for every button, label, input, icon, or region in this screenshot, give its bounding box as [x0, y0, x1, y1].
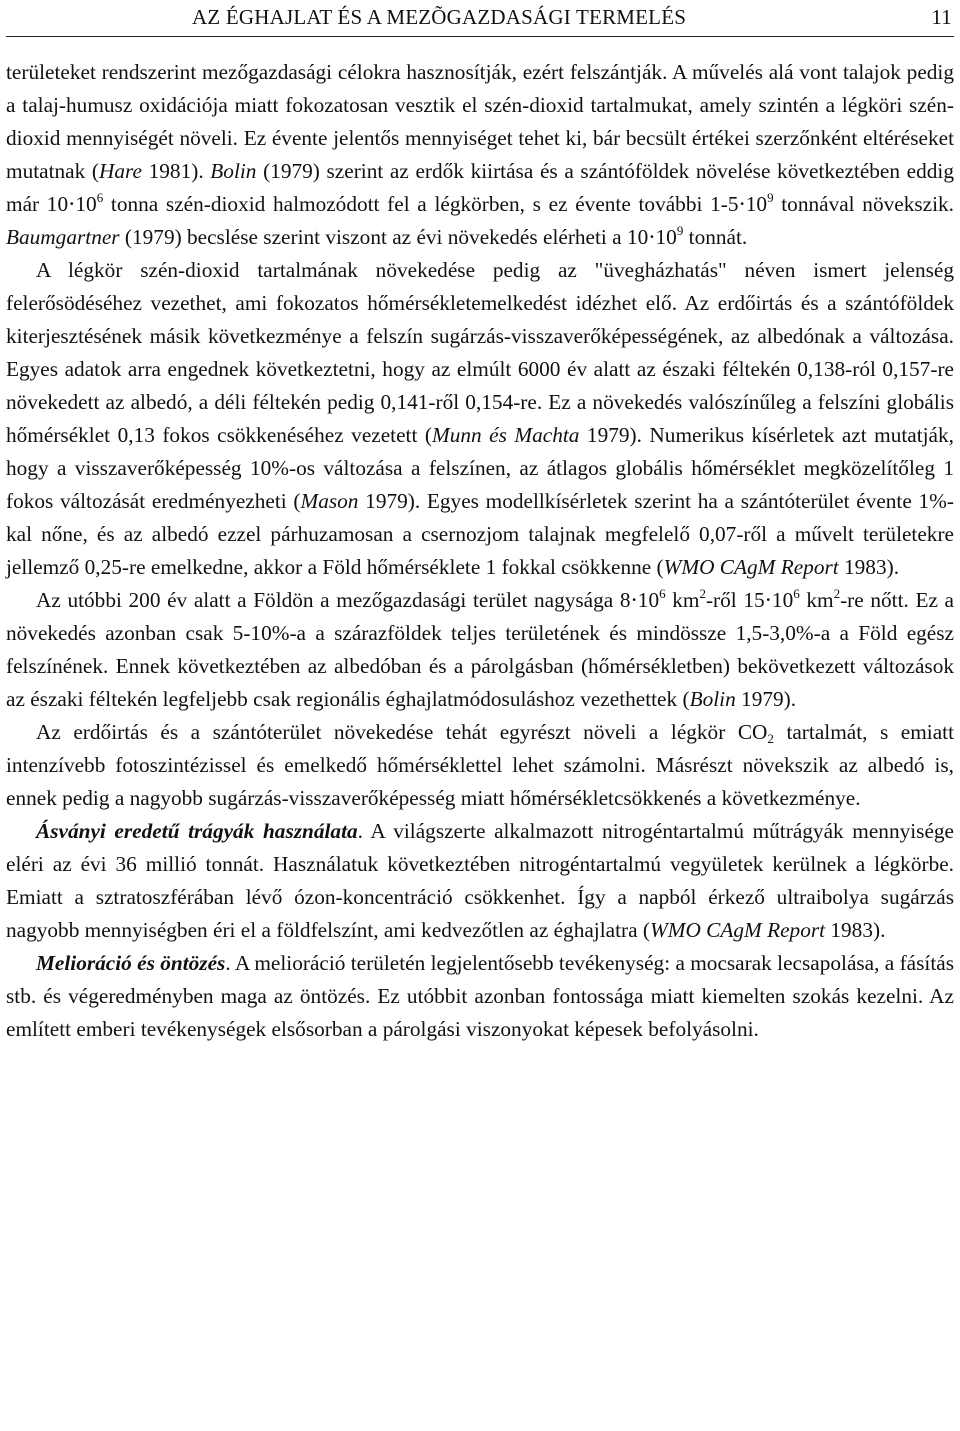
text-run: 1979). Egyes modellkísérletek szerint ha a szántóterület évente 1%-kal nőne, és az albedó ezzel párhuzamosan a csernozjom talajnak megfelelő 0,07-ről a művelt területekre jellemző 0,25-re emelkedne, akkor a Föld hőmérséklete 1 fokkal csökkenne (: [6, 489, 954, 579]
text-run: -ről 15⋅10: [705, 588, 794, 612]
section-run-in-heading: Melioráció és öntözés: [36, 951, 226, 975]
text-run: 1983).: [825, 918, 886, 942]
superscript: 6: [96, 190, 104, 205]
citation-name: Mason: [300, 489, 359, 513]
citation-name: Bolin: [689, 687, 736, 711]
text-run: -re nőtt. Ez a növekedés azonban csak 5-10%-a a szárazföldek teljes területének és mindössze 1,5-3,0%-a a Föld egész felszínének. Ennek következtében az albedóban és a párolgásban (hőmérsékletben) bekövetkezett változások az északi féltekén legfeljebb csak regionális éghajlatmódosuláshoz vezethettek (: [6, 588, 954, 711]
page-number: 11: [931, 5, 952, 29]
text-run: . A melioráció területén legjelentősebb tevékenység: a mocsarak lecsapolása, a fásítás stb. és végeredményben maga az öntözés. Ez utóbbit azonban fontossága miatt kiemelten szokás kezelni. Az említett emberi tevékenységek elsősorban a párolgási viszonyokat képesek befolyásolni.: [6, 951, 954, 1041]
paragraph: [6, 815, 954, 947]
citation-name: Munn és Machta: [431, 423, 580, 447]
text-run: Az utóbbi 200 év alatt a Földön a mezőgazdasági terület nagysága 8⋅10: [36, 588, 660, 612]
text-run: (1979) szerint az erdők kiirtása és a szántóföldek növelése következtében eddig már 10⋅10: [6, 159, 954, 216]
paragraph: [6, 716, 954, 815]
text-run: tartalmát, s emiatt intenzívebb fotoszintézissel és emelkedő hőmérséklettel lehet számolni. Másrészt növekszik az albedó is, ennek pedig a nagyobb sugárzás-visszaverőképesség miatt hőmérsékletcsökkenés a következménye.: [6, 720, 954, 810]
superscript: 6: [659, 586, 666, 601]
text-run: 1981).: [141, 159, 211, 183]
superscript: 6: [793, 586, 800, 601]
section-run-in-heading: Ásványi eredetű trágyák használata: [36, 819, 358, 843]
citation-name: Bolin: [210, 159, 257, 183]
superscript: 2: [699, 586, 706, 601]
paragraph: [6, 947, 954, 1046]
text-run: 1979).: [735, 687, 797, 711]
citation-name: Baumgartner: [6, 225, 120, 249]
text-run: 1979). Numerikus kísérletek azt mutatják, hogy a visszaverőképesség 10%-os változása a felszínen, az átlagos globális hőmérséklet megközelítőleg 1 fokos változását eredményezheti (: [6, 423, 954, 513]
paragraph: [6, 56, 954, 254]
text-run: 1983).: [838, 555, 900, 579]
text-run: Az erdőirtás és a szántóterület növekedése tehát egyrészt növeli a légkör CO: [36, 720, 768, 744]
paragraph: [6, 254, 954, 584]
text-run: A légkör szén-dioxid tartalmának növekedése pedig az "üvegházhatás" néven ismert jelenség felerősödéséhez vezethet, ami fokozatos hőmérsékletemelkedést idézhet elő. Az erdőirtás és a szántóföldek kiterjesztésének másik következménye a felszín sugárzás-visszaverőképességének, az albedónak a változása. Egyes adatok arra engednek következtetni, hogy az elmúlt 6000 év alatt az északi féltekén 0,138-ról 0,157-re növekedett az albedó, a déli féltekén pedig 0,141-ről 0,154-re. Ez a növekedés valószínűleg a felszíni globális hőmérséklet 0,13 fokos csökkenéséhez vezetett (: [6, 258, 954, 447]
body-text: [6, 56, 954, 1046]
text-run: tonna szén-dioxid halmozódott fel a légkörben, s ez évente további 1-5⋅10: [103, 192, 768, 216]
running-title: AZ ÉGHAJLAT ÉS A MEZÕGAZDASÁGI TERMELÉS: [192, 5, 687, 29]
paragraph: [6, 584, 954, 716]
superscript: 9: [676, 223, 684, 238]
text-run: km: [799, 588, 834, 612]
subscript: 2: [767, 731, 774, 746]
text-run: tonnával növekszik.: [773, 192, 954, 216]
text-run: területeket rendszerint mezőgazdasági célokra hasznosítják, ezért felszántják. A művelés alá vont talajok pedig a talaj-humusz oxidációja miatt fokozatosan vesztik el szén-dioxid tartalmukat, amely szintén a légköri szén-dioxid mennyiségét növeli. Ez évente jelentős mennyiséget tehet ki, bár becsült értékei szerzőnként eltéréseket mutatnak (: [6, 60, 954, 183]
text-run: (1979) becslése szerint viszont az évi növekedés elérheti a 10⋅10: [119, 225, 677, 249]
citation-name: WMO CAgM Report: [663, 555, 839, 579]
text-run: km: [665, 588, 700, 612]
citation-name: WMO CAgM Report: [649, 918, 826, 942]
text-run: . A világszerte alkalmazott nitrogéntartalmú műtrágyák mennyisége eléri az évi 36 millió tonnát. Használatuk következtében nitrogéntartalmú vegyületek kerülnek a légkörbe. Emiatt a sztratoszférában lévő ózon-koncentráció csökkenhet. Így a napból érkező ultraibolya sugárzás nagyobb mennyiségben éri el a földfelszínt, ami kedvezőtlen az éghajlatra (: [6, 819, 955, 942]
superscript: 2: [833, 586, 841, 601]
page-header: [6, 0, 954, 37]
citation-name: Hare: [99, 159, 142, 183]
text-run: tonnát.: [683, 225, 748, 249]
superscript: 9: [767, 190, 774, 205]
